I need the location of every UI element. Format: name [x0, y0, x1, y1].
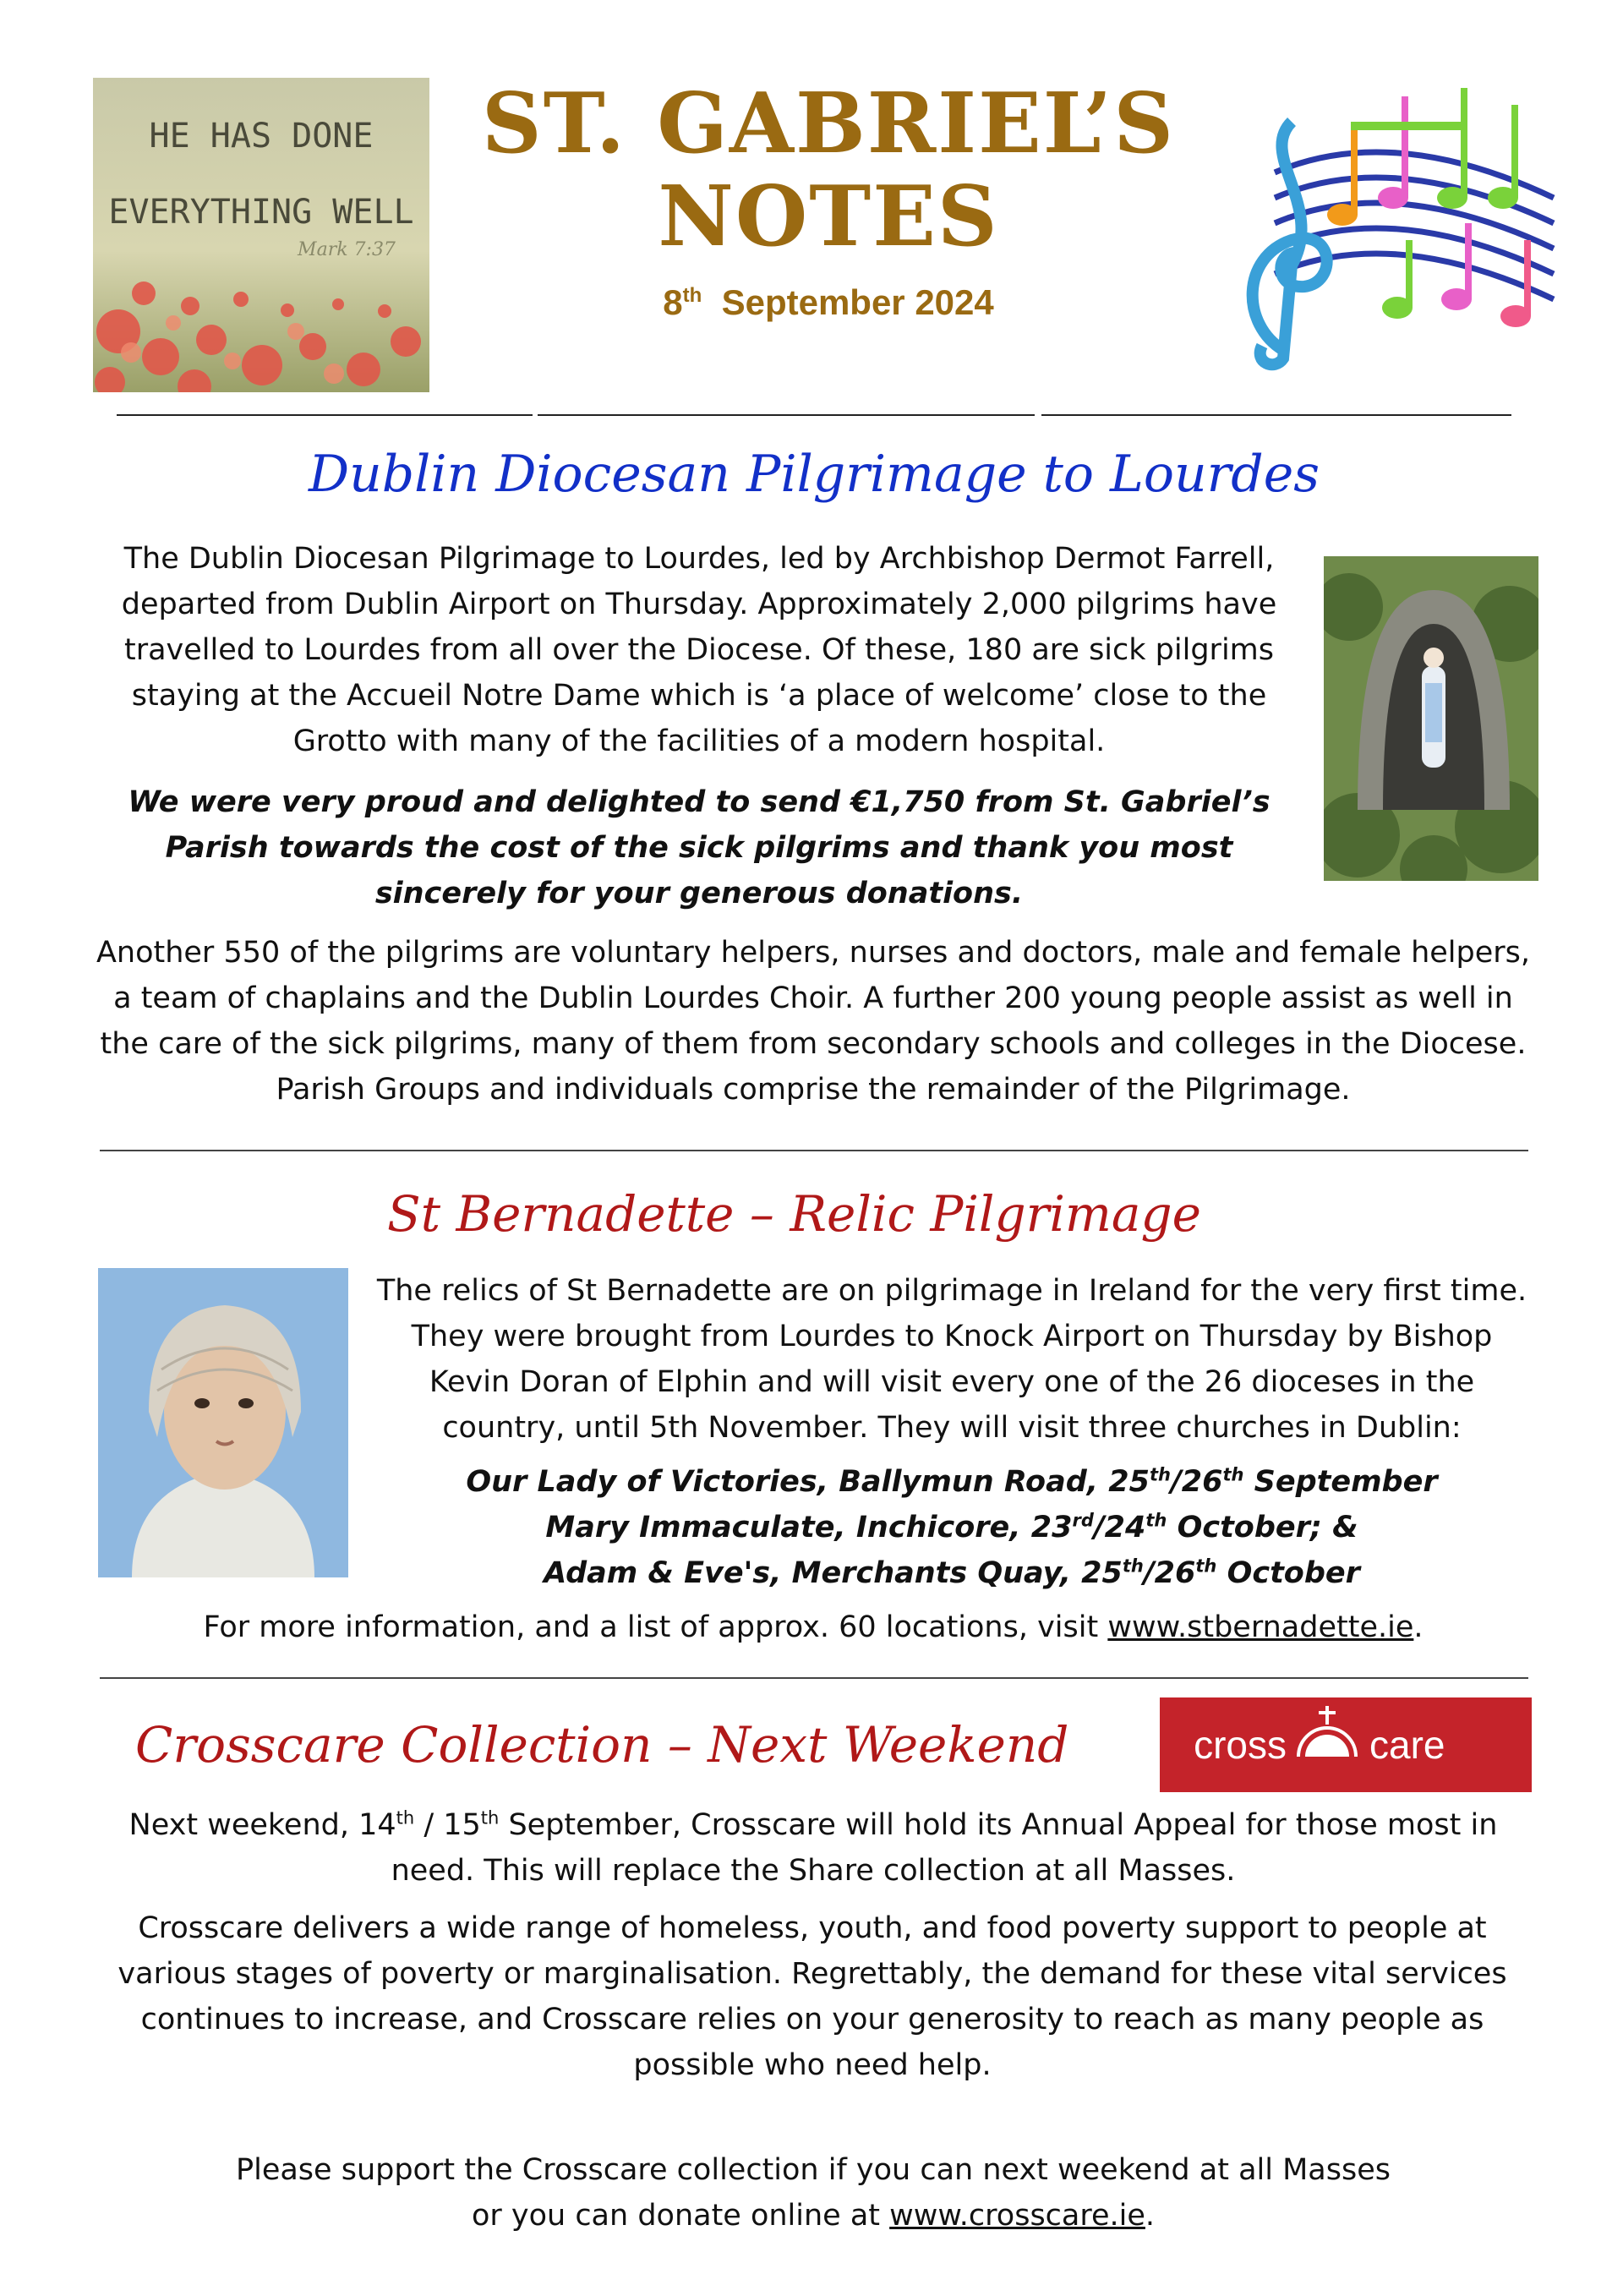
logo-text-care: care: [1369, 1723, 1445, 1767]
church-3-name: Adam & Eve's, Merchants Quay, 25: [544, 1556, 1123, 1590]
crosscare-p3-prefix: or you can donate online at: [471, 2199, 890, 2233]
issue-date-rest: September 2024: [721, 282, 994, 322]
music-notes-icon: [1224, 71, 1567, 372]
issue-date-day: 8: [663, 282, 683, 322]
bernadette-heading: St Bernadette – Relic Pilgrimage: [387, 1185, 1201, 1243]
church-2-sup-b: th: [1145, 1510, 1167, 1531]
church-1-mid: /26: [1170, 1465, 1223, 1499]
crosscare-p1-sup-a: th: [396, 1807, 415, 1829]
header-divider-1: [117, 414, 533, 416]
masthead-title-line1: ST. GABRIEL’S: [481, 75, 1176, 172]
issue-date: [440, 282, 1217, 323]
crosscare-paragraph-2: Crosscare delivers a wide range of homeless, youth, and food poverty support to people at various stages of poverty or marginalisation. Regrettably, the demand for these vital services continues to increase, and Crosscare relies on your generosity to reach as many people as possible who need help.: [117, 1911, 1507, 2082]
church-visit-2: [372, 1505, 1532, 1550]
bernadette-info-end: .: [1413, 1610, 1424, 1644]
flowers-caption-line2: EVERYTHING WELL: [108, 193, 414, 232]
crosscare-p3-line2: [95, 2193, 1532, 2239]
church-1-name: Our Lady of Victories, Ballymun Road, 25: [466, 1465, 1150, 1499]
bernadette-info: [95, 1604, 1532, 1650]
church-3-month: October: [1216, 1556, 1360, 1590]
church-3-sup-b: th: [1195, 1555, 1217, 1577]
section-divider-2: [100, 1677, 1528, 1679]
flowers-caption-ref: Mark 7:37: [298, 239, 396, 260]
church-visit-3: [372, 1550, 1532, 1596]
logo-text-cross: cross: [1194, 1723, 1287, 1767]
flowers-caption-line1: HE HAS DONE: [149, 117, 374, 156]
bernadette-paragraph: The relics of St Bernadette are on pilgrimage in Ireland for the very first time. They were brought from Lourdes to Knock Airport on Thursday by Bishop Kevin Doran of Elphin and will visit every one of the 26 dioceses in the country, until 5th November. They will visit three churches in Dublin:: [376, 1274, 1527, 1445]
lourdes-paragraph-1: The Dublin Diocesan Pilgrimage to Lourdes, led by Archbishop Dermot Farrell, departed from Dublin Airport on Thursday. Approximately 2,000 pilgrims have travelled to Lourdes from all over the Diocese. Of these, 180 are sick pilgrims staying at the Accueil Notre Dame which is ‘a place of welcome’ close to the Grotto with many of the facilities of a modern hospital.: [121, 542, 1277, 758]
church-3-sup-a: th: [1122, 1555, 1144, 1577]
bernadette-portrait: [98, 1268, 348, 1577]
crosscare-paragraph-3: [95, 2147, 1532, 2239]
lourdes-donation-note: We were very proud and delighted to send €1,750 from St. Gabriel’s Parish towards the cost of the sick pilgrims and thank you most sincerely for your generous donations.: [128, 785, 1271, 910]
church-2-name: Mary Immaculate, Inchicore, 23: [545, 1511, 1073, 1544]
stbernadette-link[interactable]: www.stbernadette.ie: [1107, 1610, 1414, 1644]
bernadette-info-text: For more information, and a list of approx. 60 locations, visit: [203, 1610, 1108, 1644]
crosscare-p3-end: .: [1145, 2199, 1156, 2233]
flowers-picture: [93, 78, 429, 392]
crosscare-p1-c: September, Crosscare will hold its Annual Appeal for those most in need. This will replace the Share collection at all Masses.: [391, 1808, 1498, 1888]
lourdes-heading: Dublin Diocesan Pilgrimage to Lourdes: [308, 445, 1320, 504]
masthead-title-line2: NOTES: [658, 168, 999, 265]
church-2-month: October; &: [1167, 1511, 1358, 1544]
church-2-mid: /24: [1093, 1511, 1146, 1544]
church-1-month: September: [1243, 1465, 1438, 1499]
crosscare-p3-line1: Please support the Crosscare collection if you can next weekend at all Masses: [236, 2153, 1391, 2187]
issue-date-suffix: th: [682, 284, 702, 307]
masthead: [440, 75, 1217, 323]
crosscare-p1-a: Next weekend, 14: [128, 1808, 396, 1842]
church-1-sup-a: th: [1149, 1464, 1171, 1485]
cross-emblem-icon: [1298, 1706, 1356, 1757]
header-image-flowers: [93, 78, 429, 392]
church-visit-1: [372, 1459, 1532, 1505]
crosscare-heading: Crosscare Collection – Next Weekend: [135, 1716, 1069, 1774]
crosscare-p1-b: / 15: [414, 1808, 481, 1842]
church-2-sup-a: rd: [1072, 1510, 1094, 1531]
crosscare-logo: [1160, 1697, 1532, 1792]
crosscare-p1-sup-b: th: [480, 1807, 500, 1829]
church-1-sup-b: th: [1222, 1464, 1244, 1485]
lourdes-paragraph-3: Another 550 of the pilgrims are voluntary helpers, nurses and doctors, male and female helpers, a team of chaplains and the Dublin Lourdes Choir. A further 200 young people assist as well in the care of the sick pilgrims, many of them from secondary schools and colleges in the Diocese. Parish Groups and individuals comprise the remainder of the Pilgrimage.: [96, 936, 1531, 1107]
crosscare-link[interactable]: www.crosscare.ie: [889, 2199, 1145, 2233]
grotto-photo: [1324, 556, 1538, 881]
header-divider-2: [538, 414, 1035, 416]
section-divider-1: [100, 1150, 1528, 1151]
church-3-mid: /26: [1143, 1556, 1196, 1590]
crosscare-paragraph-1: [95, 1802, 1532, 1894]
header-divider-3: [1041, 414, 1511, 416]
